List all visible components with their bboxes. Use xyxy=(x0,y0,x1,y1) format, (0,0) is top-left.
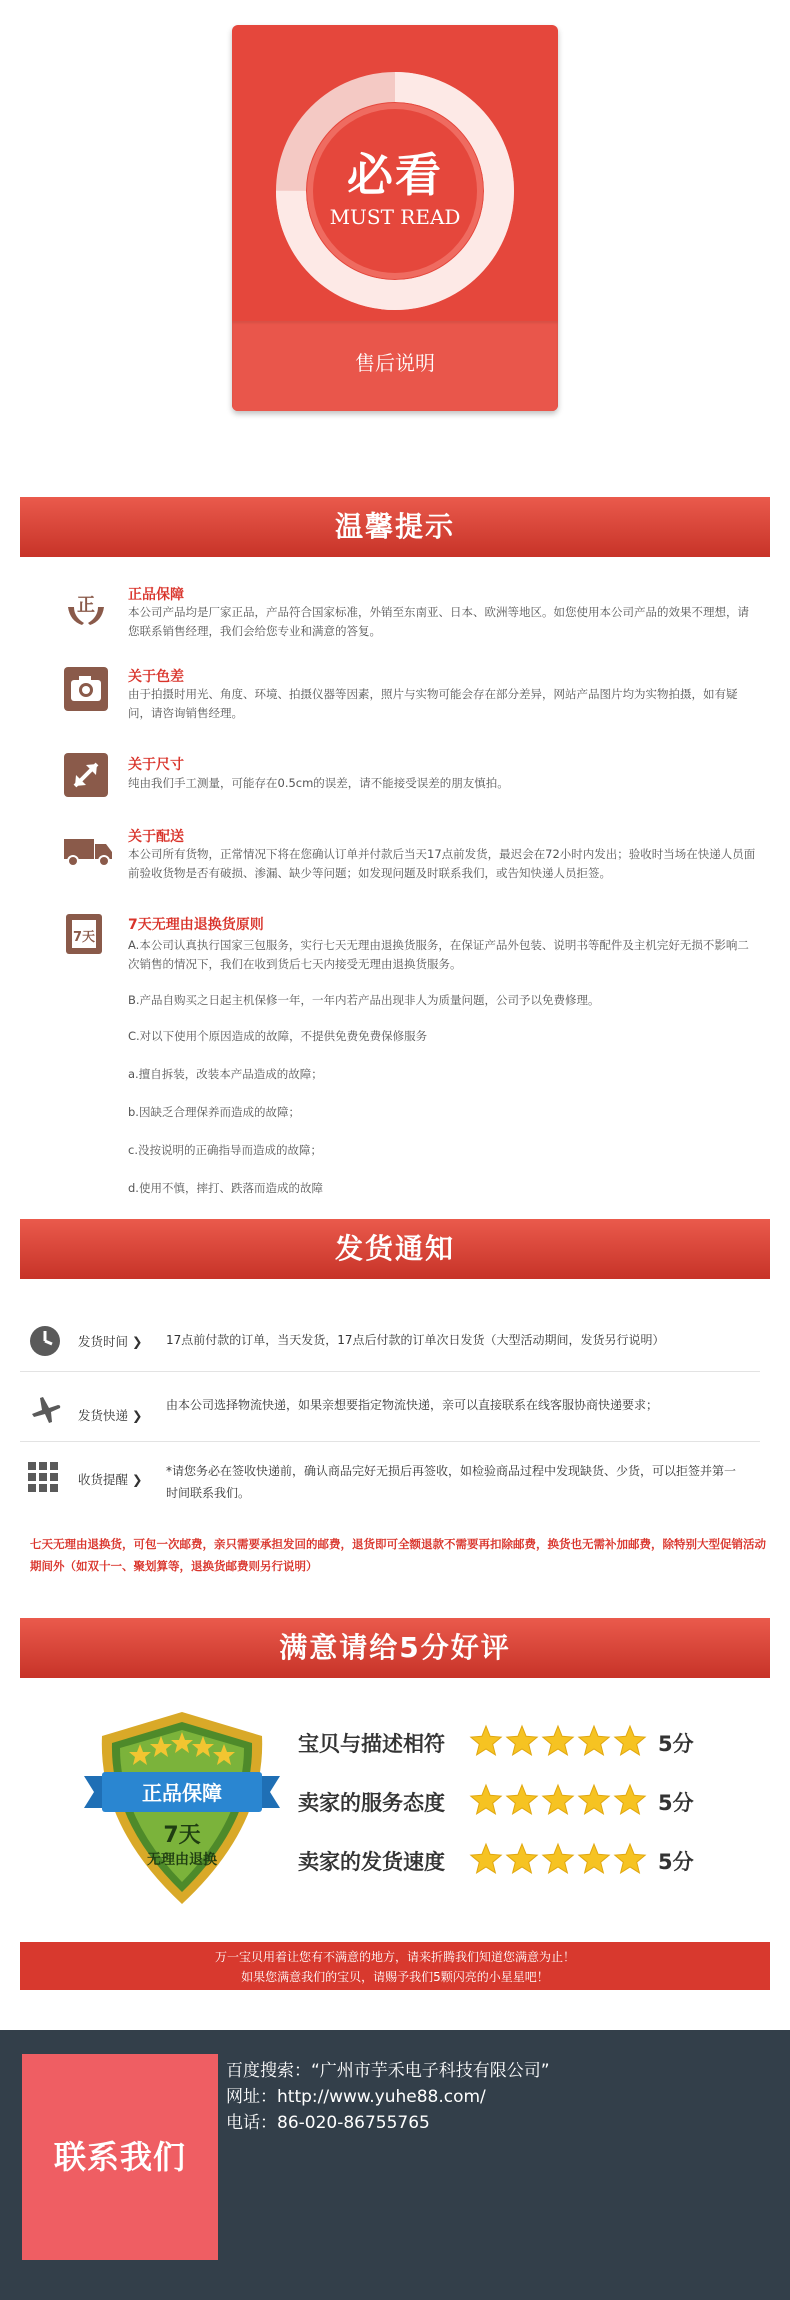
genuine-char: 正 xyxy=(77,595,95,616)
grid-icon xyxy=(28,1462,62,1496)
ship-label-time: 发货时间 ❯ xyxy=(78,1334,143,1349)
must-read-card xyxy=(232,25,558,411)
star-icon[interactable] xyxy=(615,1785,645,1814)
star-icon[interactable] xyxy=(579,1726,609,1755)
ship-label-courier: 发货快递 ❯ xyxy=(78,1408,143,1423)
rate-label-service: 卖家的服务态度 xyxy=(298,1791,445,1815)
return-para-b-item: b.因缺乏合理保养而造成的故障； xyxy=(128,1105,300,1119)
ship-text-receipt: *请您务必在签收快递前，确认商品完好无损后再签收，如检验商品过程中发现缺货、少货，可以拒签并第一时间联系我们。 xyxy=(166,1464,737,1500)
score-shipping: 5分 xyxy=(658,1850,694,1874)
thanks-line-1: 万一宝贝用着让您有不满意的地方，请来折腾我们知道您满意为止！ xyxy=(214,1950,575,1964)
badge-days-label: 7天 xyxy=(163,1823,201,1848)
return-para-c-item: c.没按说明的正确指导而造成的故障； xyxy=(128,1143,322,1157)
rate-label-description: 宝贝与描述相符 xyxy=(298,1732,445,1756)
tip-text-return: A.本公司认真执行国家三包服务，实行七天无理由退换货服务，在保证产品外包装、说明书等配件及主机完好无损不影响二次销售的情况下，我们在收到货后七天内接受无理由退换货服务。 xyxy=(128,938,749,971)
seven-day-icon xyxy=(64,912,108,956)
tip-title-color: 关于色差 xyxy=(128,669,184,685)
truck-icon xyxy=(64,827,108,871)
tip-title-return: 7天无理由退换货原则 xyxy=(128,917,264,933)
shipping-banner: 发货通知 xyxy=(20,1219,770,1279)
footer-phone: 电话：86-020-86755765 xyxy=(226,2113,430,2133)
star-icon[interactable] xyxy=(471,1844,501,1873)
return-para-c: C.对以下使用个原因造成的故障，不提供免费免费保修服务 xyxy=(128,1029,428,1043)
must-read-title: 必看 xyxy=(347,148,443,202)
badge-sub-label: 无理由退换 xyxy=(147,1852,217,1868)
clock-icon xyxy=(28,1324,62,1358)
must-read-subtitle: MUST READ xyxy=(329,205,461,229)
after-sales-caption: 售后说明 xyxy=(355,351,435,375)
return-para-b: B.产品自购买之日起主机保修一年，一年内若产品出现非人为质量问题，公司予以免费修理。 xyxy=(128,993,600,1007)
seven-day-label: 7天 xyxy=(72,930,96,945)
star-icon[interactable] xyxy=(579,1844,609,1873)
camera-icon xyxy=(64,667,108,711)
tip-title-size: 关于尺寸 xyxy=(128,757,184,773)
genuine-guarantee-badge xyxy=(84,1706,280,1912)
ship-text-time: 17点前付款的订单，当天发货，17点后付款的订单次日发货（大型活动期间，发货另行说明） xyxy=(166,1333,665,1347)
return-para-a-item: a.擅自拆装，改装本产品造成的故障； xyxy=(128,1067,323,1081)
tips-banner: 温馨提示 xyxy=(20,497,770,557)
thanks-line-2: 如果您满意我们的宝贝，请赐予我们5颗闪亮的小星星吧！ xyxy=(241,1970,549,1984)
tip-text-genuine: 本公司产品均是厂家正品，产品符合国家标准，外销至东南亚、日本、欧洲等地区。如您使用本公司产品的效果不理想，请您联系销售经理，我们会给您专业和满意的答复。 xyxy=(128,605,749,638)
star-icon[interactable] xyxy=(615,1726,645,1755)
tip-title-genuine: 正品保障 xyxy=(128,587,184,603)
ship-text-courier: 由本公司选择物流快递，如果亲想要指定物流快递，亲可以直接联系在线客服协商快递要求； xyxy=(166,1398,659,1412)
thanks-strip xyxy=(20,1942,770,1990)
airplane-icon xyxy=(28,1392,62,1426)
star-icon[interactable] xyxy=(507,1785,537,1814)
score-description: 5分 xyxy=(658,1732,694,1756)
star-icon[interactable] xyxy=(507,1726,537,1755)
tip-text-delivery: 本公司所有货物，正常情况下将在您确认订单并付款后当天17点前发货，最迟会在72小时内发出；验收时当场在快递人员面前验收货物是否有破损、渗漏、缺少等问题；如发现问题及时联系我们，或告知快递人员拒签。 xyxy=(128,847,756,880)
star-rating-description[interactable] xyxy=(468,1724,648,1760)
star-rating-shipping[interactable] xyxy=(468,1842,648,1878)
ship-divider xyxy=(20,1441,760,1442)
return-shipping-notice: 七天无理由退换货，可包一次邮费，亲只需要承担发回的邮费，退货即可全额退款不需要再扣除邮费，换货也无需补加邮费，除特别大型促销活动期间外（如双十一、聚划算等，退换货邮费则另行说明） xyxy=(30,1537,766,1573)
score-service: 5分 xyxy=(658,1791,694,1815)
resize-arrow-icon xyxy=(64,753,108,797)
contact-us-button[interactable]: 联系我们 xyxy=(22,2054,218,2260)
rate-label-shipping: 卖家的发货速度 xyxy=(298,1850,445,1874)
badge-top-label: 正品保障 xyxy=(142,1781,222,1805)
star-icon[interactable] xyxy=(543,1785,573,1814)
footer-website-link[interactable]: 网址：http://www.yuhe88.com/ xyxy=(226,2087,486,2107)
star-icon[interactable] xyxy=(615,1844,645,1873)
ship-divider xyxy=(20,1371,760,1372)
star-icon[interactable] xyxy=(543,1726,573,1755)
genuine-hands-icon xyxy=(64,585,108,629)
rating-banner: 满意请给5分好评 xyxy=(20,1618,770,1678)
star-icon[interactable] xyxy=(471,1726,501,1755)
tip-text-size: 纯由我们手工测量，可能存在0.5cm的误差，请不能接受误差的朋友慎拍。 xyxy=(128,776,509,790)
star-icon[interactable] xyxy=(471,1785,501,1814)
tip-text-color: 由于拍摄时用光、角度、环境、拍摄仪器等因素，照片与实物可能会存在部分差异，网站产品图片均为实物拍摄，如有疑问，请咨询销售经理。 xyxy=(128,687,738,720)
ship-label-receipt: 收货提醒 ❯ xyxy=(78,1472,143,1487)
return-para-d-item: d.使用不慎，摔打、跌落而造成的故障 xyxy=(128,1181,323,1195)
star-rating-service[interactable] xyxy=(468,1783,648,1819)
star-icon[interactable] xyxy=(507,1844,537,1873)
footer xyxy=(0,2030,790,2300)
star-icon[interactable] xyxy=(579,1785,609,1814)
star-icon[interactable] xyxy=(543,1844,573,1873)
tip-title-delivery: 关于配送 xyxy=(128,829,184,845)
footer-search-text: 百度搜索：“广州市芋禾电子科技有限公司” xyxy=(226,2061,550,2081)
